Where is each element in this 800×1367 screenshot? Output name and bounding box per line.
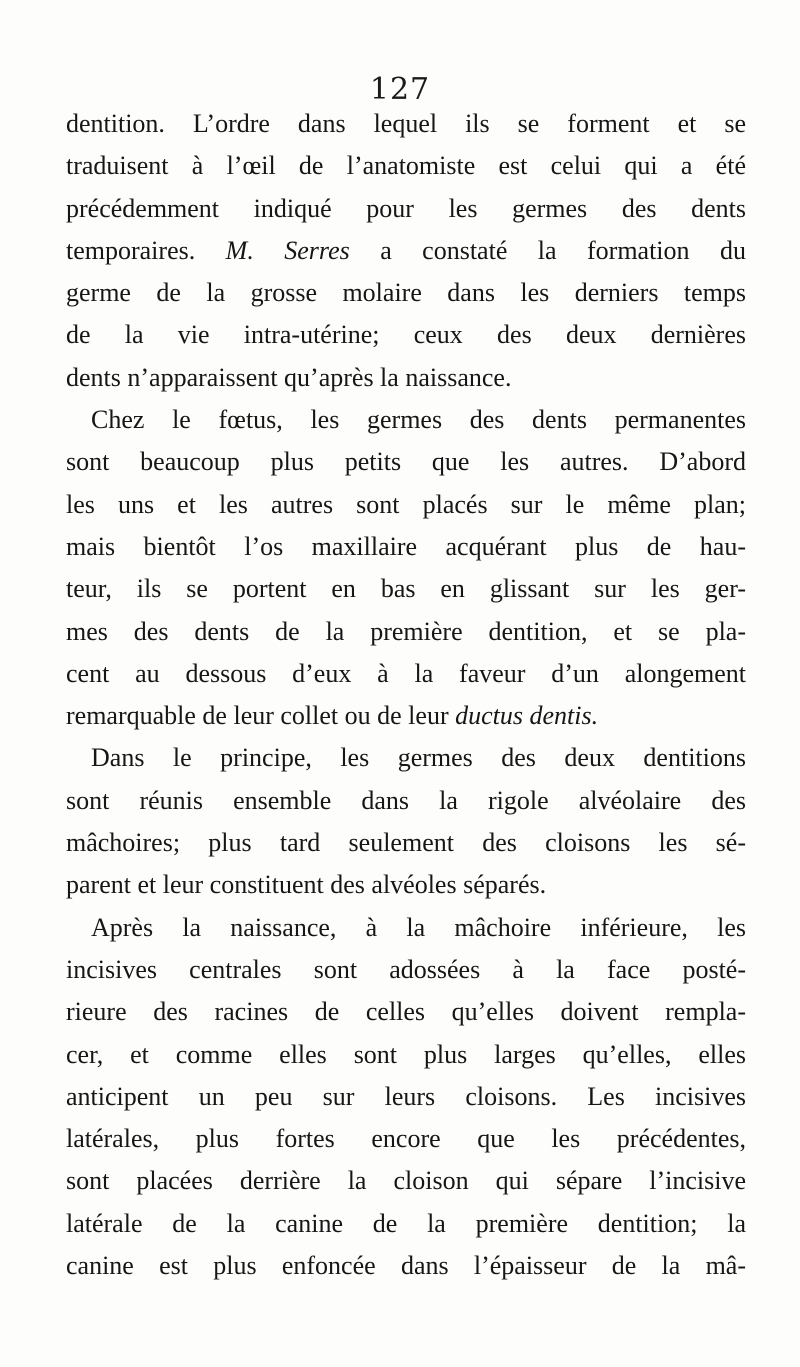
page-number: 127 (369, 72, 431, 107)
text-line: cer, et comme elles sont plus larges qu’elles, elles (66, 1039, 746, 1069)
text-line: dentition. L’ordre dans lequel ils se forment et se (66, 109, 746, 138)
text-line: parent et leur constituent des alvéoles séparés. (66, 870, 547, 900)
text-line: mes des dents de la première dentition, et se pla- (66, 616, 746, 646)
italic-text: M. Serres (225, 235, 350, 265)
text-line: précédemment indiqué pour les germes des dents (66, 193, 746, 223)
text-line: de la vie intra-utérine; ceux des deux dernières (66, 320, 746, 350)
text-line: canine est plus enfoncée dans l’épaisseur de la mâ- (66, 1251, 746, 1281)
text-line: latérales, plus fortes encore que les précédentes, (66, 1124, 746, 1154)
text-line: Chez le fœtus, les germes des dents permanentes (91, 405, 746, 435)
text-line: Après la naissance, à la mâchoire inférieure, les (91, 912, 746, 942)
text-line: anticipent un peu sur leurs cloisons. Les incisives (66, 1081, 746, 1111)
text-line: teur, ils se portent en bas en glissant sur les ger- (66, 574, 746, 604)
text-line: les uns et les autres sont placés sur le même plan; (66, 489, 746, 519)
body-text (66, 103, 746, 1287)
text-line: sont beaucoup plus petits que les autres. D’abord (66, 447, 746, 477)
text-line: temporaires. M. Serres a constaté la formation du (66, 235, 746, 265)
text-line: latérale de la canine de la première dentition; la (66, 1208, 746, 1238)
text-line: mais bientôt l’os maxillaire acquérant plus de hau- (66, 531, 746, 561)
text-line: remarquable de leur collet ou de leur ductus dentis. (66, 701, 599, 731)
text-line: dents n’apparaissent qu’après la naissance. (66, 362, 512, 392)
italic-text: ductus dentis. (455, 701, 599, 731)
text-line: rieure des racines de celles qu’elles doivent rempla- (66, 997, 746, 1027)
text-line: sont réunis ensemble dans la rigole alvéolaire des (66, 785, 746, 815)
text-line: traduisent à l’œil de l’anatomiste est celui qui a été (66, 151, 746, 181)
text-line: sont placées derrière la cloison qui sépare l’incisive (66, 1166, 746, 1196)
text-line: mâchoires; plus tard seulement des cloisons les sé- (66, 828, 746, 858)
text-line: incisives centrales sont adossées à la face posté- (66, 954, 746, 984)
text-line: Dans le principe, les germes des deux dentitions (91, 743, 746, 773)
text-line: germe de la grosse molaire dans les derniers temps (66, 278, 746, 308)
text-line: cent au dessous d’eux à la faveur d’un alongement (66, 658, 746, 688)
